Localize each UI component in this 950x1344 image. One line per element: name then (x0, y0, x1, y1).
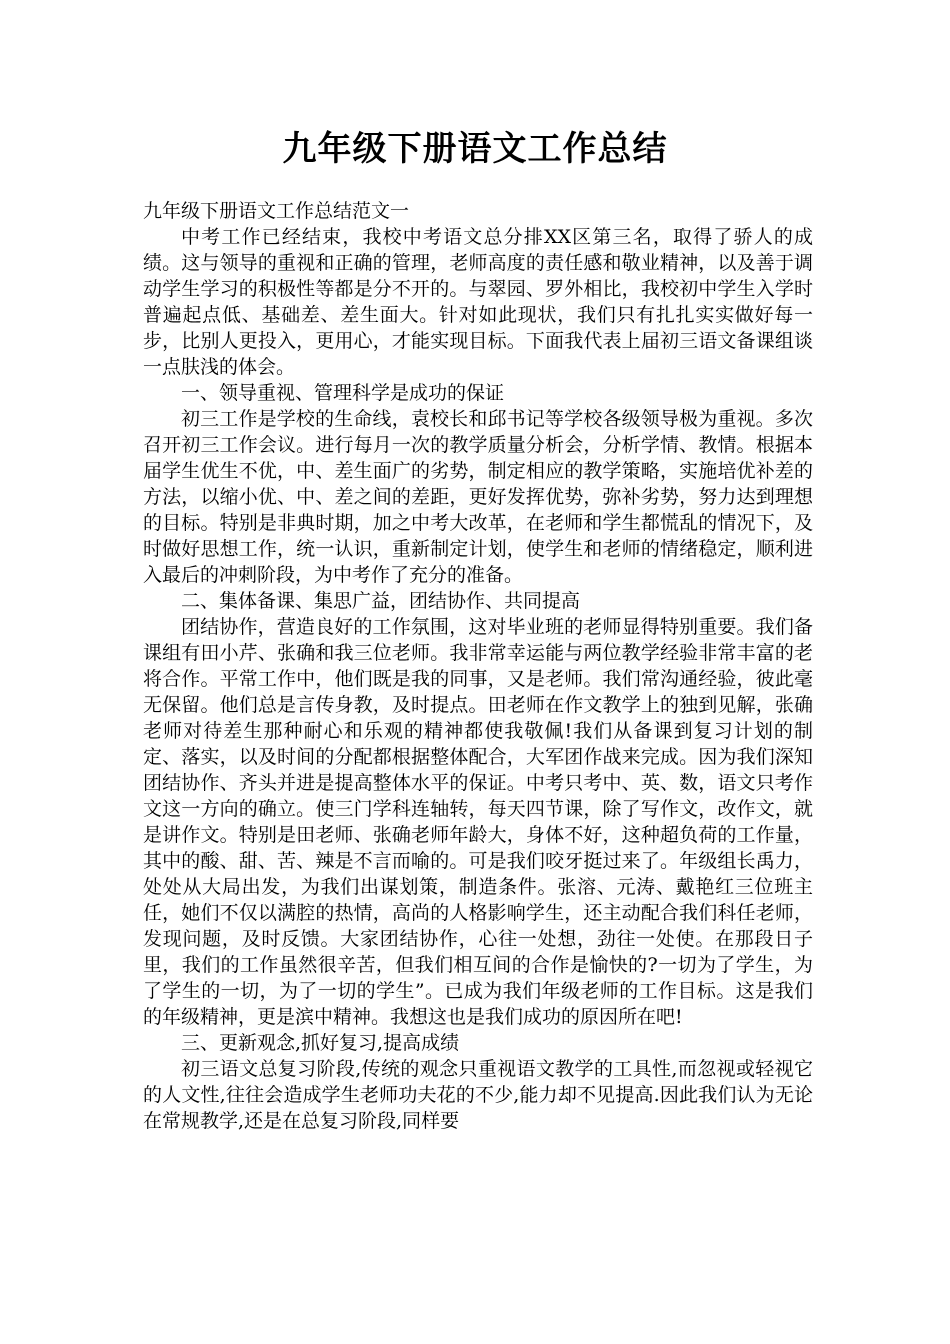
document-body (143, 198, 813, 1134)
paragraph-intro: 中考工作已经结束，我校中考语文总分排XX区第三名，取得了骄人的成绩。这与领导的重视和正确的管理，老师高度的责任感和敬业精神，以及善于调动学生学习的积极性等都是分不开的。与翠园、罗外相比，我校初中学生入学时普遍起点低、基础差、差生面大。针对如此现状，我们只有扎扎实实做好每一步，比别人更投入，更用心，才能实现目标。下面我代表上届初三语文备课组谈一点肤浅的体会。 (143, 226, 813, 378)
paragraph-section-3: 初三语文总复习阶段,传统的观念只重视语文教学的工具性,而忽视或轻视它的人文性,往往会造成学生老师功夫花的不少,能力却不见提高.因此我们认为无论在常规教学,还是在总复习阶段,同样要 (143, 1058, 813, 1132)
section-heading-2: 二、集体备课、集思广益，团结协作、共同提高 (181, 590, 581, 612)
document-title: 九年级下册语文工作总结 (282, 129, 668, 169)
section-heading-3: 三、更新观念,抓好复习,提高成绩 (181, 1032, 460, 1054)
paragraph-section-2: 团结协作，营造良好的工作氛围，这对毕业班的老师显得特别重要。我们备课组有田小芹、张确和我三位老师。我非常幸运能与两位教学经验非常丰富的老将合作。平常工作中，他们既是我的同事，又是老师。我们常沟通经验，彼此毫无保留。他们总是言传身教，及时提点。田老师在作文教学上的独到见解，张确老师对待差生那种耐心和乐观的精神都使我敬佩!我们从备课到复习计划的制定、落实，以及时间的分配都根据整体配合，大军团作战来完成。因为我们深知团结协作、齐头并进是提高整体水平的保证。中考只考中、英、数，语文只考作文这一方向的确立。使三门学科连轴转，每天四节课，除了写作文，改作文，就是讲作文。特别是田老师、张确老师年龄大，身体不好，这种超负荷的工作量，其中的酸、甜、苦、辣是不言而喻的。可是我们咬牙挺过来了。年级组长禹力，处处从大局出发，为我们出谋划策，制造条件。张溶、元涛、戴艳红三位班主任，她们不仅以满腔的热情，高尚的人格影响学生，还主动配合我们科任老师，发现问题，及时反馈。大家团结协作，心往一处想，劲往一处使。在那段日子里，我们的工作虽然很辛苦，但我们相互间的合作是愉快的?一切为了学生，为了学生的一切，为了一切的学生”。已成为我们年级老师的工作目标。这是我们的年级精神，更是滨中精神。我想这也是我们成功的原因所在吧! (143, 616, 813, 1028)
section-heading-1: 一、领导重视、管理科学是成功的保证 (181, 382, 505, 404)
document-subtitle: 九年级下册语文工作总结范文一 (143, 200, 410, 222)
paragraph-section-1: 初三工作是学校的生命线，袁校长和邱书记等学校各级领导极为重视。多次召开初三工作会议。进行每月一次的教学质量分析会，分析学情、教情。根据本届学生优生不优，中、差生面广的劣势，制定相应的教学策略，实施培优补差的方法，以缩小优、中、差之间的差距，更好发挥优势，弥补劣势，努力达到理想的目标。特别是非典时期，加之中考大改革，在老师和学生都慌乱的情况下，及时做好思想工作，统一认识，重新制定计划，使学生和老师的情绪稳定，顺利进入最后的冲刺阶段，为中考作了充分的准备。 (143, 408, 813, 586)
